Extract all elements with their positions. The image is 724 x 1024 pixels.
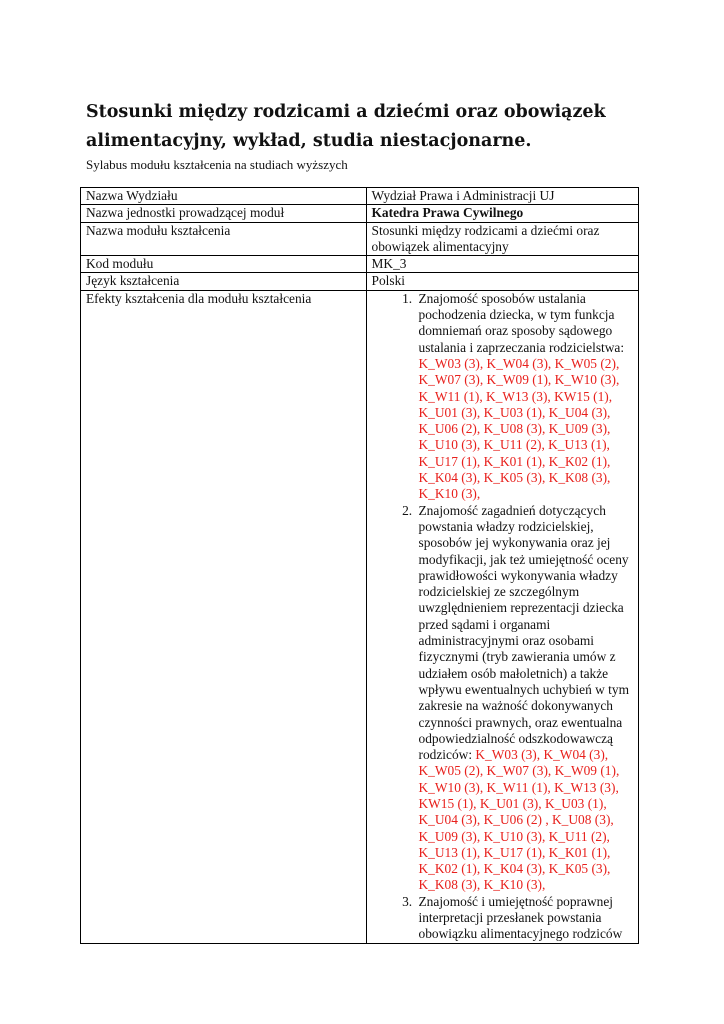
- document-title: Stosunki między rodzicami a dziećmi oraz obowiązek alimentacyjny, wykład, studia niestacjonarne.: [86, 102, 606, 151]
- effect-item: [416, 503, 635, 894]
- effect-item: [416, 291, 635, 503]
- table-row: [81, 188, 639, 205]
- syllabus-table: [80, 187, 639, 944]
- effect-item: [416, 894, 635, 943]
- effect-text: Znajomość zagadnień dotyczących powstania władzy rodzicielskiej, sposobów jej wykonywania oraz jej modyfikacji, jak też umiejętność oceny prawidłowości wykonywania władzy rodzicielskiej ze szczególnym uwzględnieniem reprezentacji dziecka przed sądami i organami administracyjnymi oraz osobami fizycznymi (tryb zawierania umów z udziałem osób małoletnich) a także wpływu ewentualnych uchybień w tym zakresie na ważność dokonywanych czynności prawnych, oraz ewentualna odpowiedzialność odszkodowawczą rodziców:: [418, 502, 629, 763]
- table-row: [81, 273, 639, 290]
- faculty-value: Wydział Prawa i Administracji UJ: [366, 188, 639, 205]
- effects-label: Efekty kształcenia dla modułu kształcenia: [81, 290, 367, 943]
- document-subtitle: Sylabus modułu kształcenia na studiach wyższych: [86, 157, 348, 172]
- table-row: [81, 256, 639, 273]
- effect-text: Znajomość i umiejętność poprawnej interpretacji przesłanek powstania obowiązku alimentacyjnego rodziców: [418, 893, 623, 942]
- table-row: [81, 290, 639, 943]
- effect-codes: K_W03 (3), K_W04 (3), K_W05 (2), K_W07 (3), K_W09 (1), K_W10 (3), K_W11 (1), K_W13 (3), KW15 (1), K_U01 (3), K_U03 (1), K_U04 (3), K_U06 (2), K_U08 (3), K_U09 (3), K_U10 (3), K_U11 (2), K_U13 (1), K_U17 (1), K_K01 (1), K_K02 (1), K_K04 (3), K_K05 (3), K_K08 (3), K_K10 (3),: [418, 355, 620, 502]
- language-value: Polski: [366, 273, 639, 290]
- unit-value: Katedra Prawa Cywilnego: [366, 205, 639, 222]
- effect-codes: K_W03 (3), K_W04 (3), K_W05 (2), K_W07 (3), K_W09 (1), K_W10 (3), K_W11 (1), K_W13 (3), KW15 (1), K_U01 (3), K_U03 (1), K_U04 (3), K_U06 (2) , K_U08 (3), K_U09 (3), K_U10 (3), K_U11 (2), K_U13 (1), K_U17 (1), K_K01 (1), K_K02 (1), K_K04 (3), K_K05 (3), K_K08 (3), K_K10 (3),: [418, 747, 620, 893]
- effects-value: [366, 290, 639, 943]
- module-code-value: MK_3: [366, 256, 639, 273]
- module-code-label: Kod modułu: [81, 256, 367, 273]
- effect-text: Znajomość sposobów ustalania pochodzenia dziecka, w tym funkcja domniemań oraz sposoby sądowego ustalania i zaprzeczania rodzicielstwa:: [418, 290, 625, 355]
- table-row: [81, 222, 639, 256]
- language-label: Język kształcenia: [81, 273, 367, 290]
- effects-list: [372, 291, 635, 943]
- module-name-label: Nazwa modułu kształcenia: [81, 222, 367, 256]
- module-name-value: Stosunki między rodzicami a dziećmi oraz obowiązek alimentacyjny: [366, 222, 639, 256]
- unit-label: Nazwa jednostki prowadzącej moduł: [81, 205, 367, 222]
- table-row: [81, 205, 639, 222]
- faculty-label: Nazwa Wydziału: [81, 188, 367, 205]
